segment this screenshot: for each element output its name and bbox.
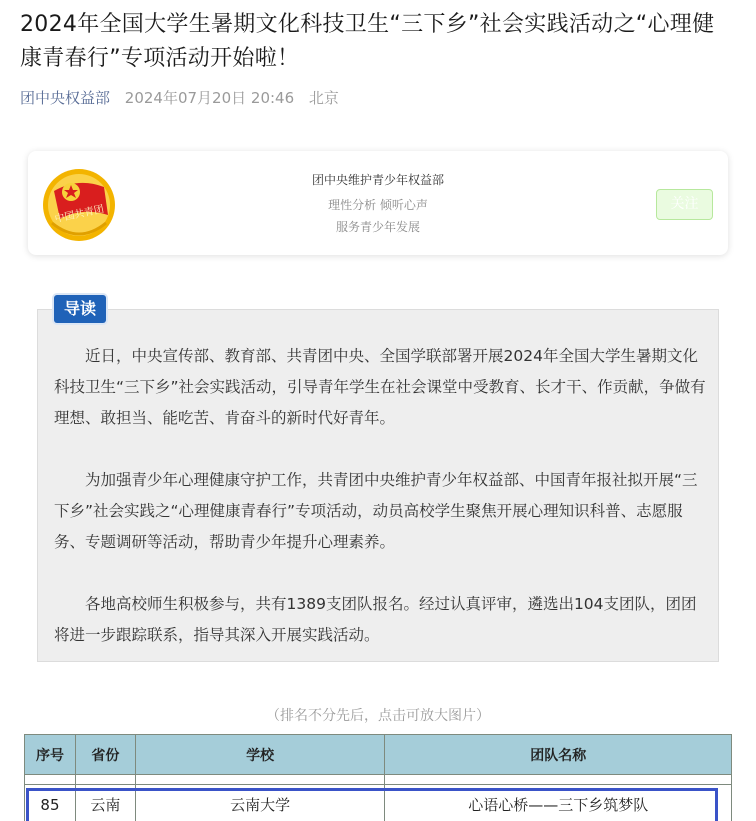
- cell-province: 云南: [75, 785, 135, 821]
- author-link[interactable]: 团中央权益部: [20, 89, 111, 107]
- account-slogan-line1: 理性分析 倾听心声: [328, 198, 428, 212]
- cell-index: 85: [25, 785, 76, 821]
- intro-paragraph: 各地高校师生积极参与，共有1389支团队报名。经过认真评审，遴选出104支团队，团团将进一步跟踪联系，指导其深入开展实践活动。: [54, 595, 697, 644]
- article-meta: [20, 87, 339, 108]
- header-index: 序号: [25, 735, 76, 775]
- table-caption: （排名不分先后，点击可放大图片）: [266, 708, 490, 724]
- intro-box: [37, 309, 719, 662]
- header-school: 学校: [135, 735, 385, 775]
- account-card[interactable]: [28, 151, 728, 255]
- table-row[interactable]: [25, 785, 732, 821]
- intro-tag: 导读: [54, 295, 106, 323]
- cell-school: 云南大学: [135, 785, 385, 821]
- intro-paragraph: 为加强青少年心理健康守护工作，共青团中央维护青少年权益部、中国青年报社拟开展“三下乡”社会实践之“心理健康青春行”专项活动，动员高校学生聚焦开展心理知识科普、志愿服务、专题调研等活动，帮助青少年提升心理素养。: [54, 471, 698, 551]
- table-gap: [25, 775, 732, 785]
- intro-paragraph: 近日，中央宣传部、教育部、共青团中央、全国学联部署开展2024年全国大学生暑期文化科技卫生“三下乡”社会实践活动，引导青年学生在社会课堂中受教育、长才干、作贡献，争做有理想、敢担当、能吃苦、肯奋斗的新时代好青年。: [54, 347, 706, 427]
- article-title: 2024年全国大学生暑期文化科技卫生“三下乡”社会实践活动之“心理健康青春行”专项活动开始啦！: [20, 12, 715, 71]
- table-header-row: [25, 735, 732, 775]
- publish-date: 2024年07月20日 20:46: [124, 89, 295, 107]
- account-slogan-line2: 服务青少年发展: [335, 220, 420, 234]
- header-team: 团队名称: [385, 735, 732, 775]
- publish-location: 北京: [308, 89, 339, 107]
- cell-team: 心语心桥——三下乡筑梦队: [385, 785, 732, 821]
- header-province: 省份: [75, 735, 135, 775]
- follow-button[interactable]: 关注: [656, 189, 713, 220]
- svg-text:中国共青团: 中国共青团: [53, 203, 106, 226]
- account-name: 团中央维护青少年权益部: [311, 173, 444, 187]
- team-table[interactable]: [24, 734, 732, 821]
